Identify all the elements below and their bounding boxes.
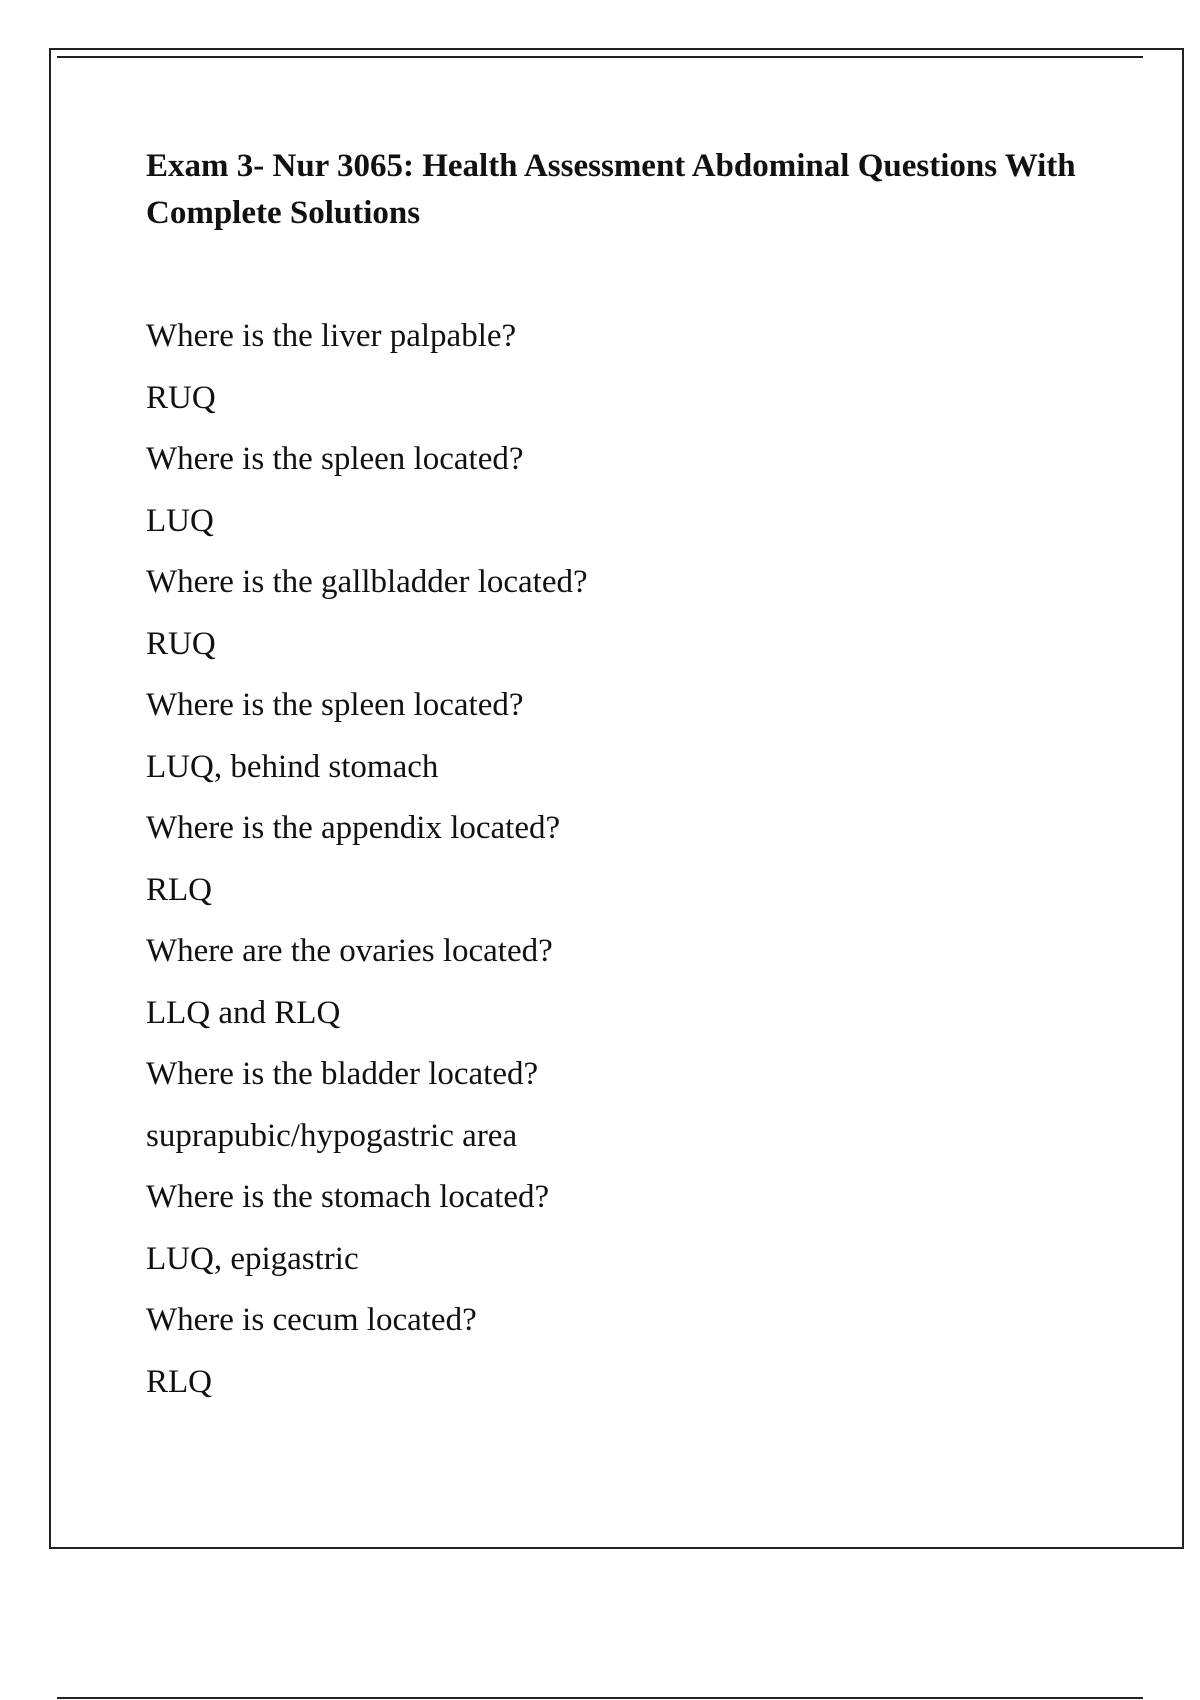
question-text: Where is the liver palpable?: [146, 318, 517, 354]
qa-item: [146, 921, 1106, 1044]
question-answer-list: [146, 306, 1106, 1413]
question-text: Where is the gallbladder located?: [146, 564, 588, 600]
question-text: Where is the stomach located?: [146, 1179, 550, 1215]
question-text: Where is the bladder located?: [146, 1056, 539, 1092]
qa-item: [146, 306, 1106, 429]
question-text: Where are the ovaries located?: [146, 933, 553, 969]
answer-text: RUQ: [146, 625, 216, 662]
answer-text: suprapubic/hypogastric area: [146, 1117, 518, 1154]
qa-item: [146, 429, 1106, 552]
qa-item: [146, 1167, 1106, 1290]
qa-item: [146, 1290, 1106, 1413]
answer-text: LUQ, behind stomach: [146, 748, 439, 785]
answer-text: RLQ: [146, 1363, 212, 1400]
top-rule: [57, 56, 1143, 58]
qa-item: [146, 675, 1106, 798]
qa-item: [146, 1044, 1106, 1167]
question-text: Where is the appendix located?: [146, 810, 561, 846]
answer-text: LLQ and RLQ: [146, 994, 341, 1031]
qa-item: [146, 798, 1106, 921]
question-text: Where is the spleen located?: [146, 687, 524, 723]
answer-text: RUQ: [146, 379, 216, 416]
question-text: Where is the spleen located?: [146, 441, 524, 477]
qa-item: [146, 552, 1106, 675]
next-page-rule: [57, 1697, 1143, 1699]
document-body: [146, 143, 1106, 1413]
answer-text: RLQ: [146, 871, 212, 908]
answer-text: LUQ: [146, 502, 214, 539]
answer-text: LUQ, epigastric: [146, 1240, 359, 1277]
question-text: Where is cecum located?: [146, 1302, 477, 1338]
document-title: Exam 3- Nur 3065: Health Assessment Abdominal Questions With Complete Solutions: [146, 148, 1076, 231]
